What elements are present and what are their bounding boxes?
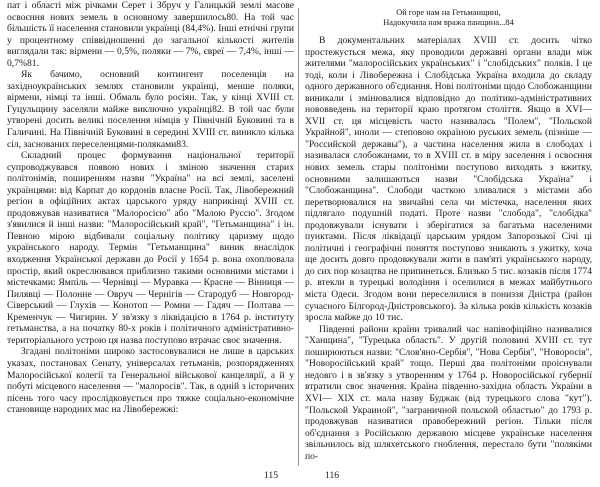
right-page-number: 116 bbox=[325, 470, 340, 482]
left-page-number: 115 bbox=[263, 470, 278, 482]
left-paragraph-1: пат і області між річками Серет і Збруч у Галицькій землі масове освоєння нових земель в основному завершилось80. На той час більшість її населення становили українці (84,4%). Інші етнічні групи у процентному співвідношенні до загальної кількості жителів виглядали так: вірмени — 0,5%, поляки — 7%, євреї — 7,4%, інші — 0,7%81. bbox=[7, 0, 294, 69]
right-page bbox=[305, 0, 592, 487]
left-paragraph-2: Як бачимо, основний контингент поселенців на західноукраїнських землях становили українці, менше поляки, вірмени, німці та інші. Обмаль було росіян. Так, у кінці XVIII ст. Гуцульщину заселяли майже виключно українці82. В той час були утворені досить великі поселення німців у Північній Буковині та в Галичині. На Північній Буковині в середині XVIII ст. виникло кілька сіл, заснованих переселенцями-поляками83. bbox=[7, 69, 294, 150]
epigraph-line-1: Ой горе нам на Гетьманщині, bbox=[396, 8, 501, 17]
left-page bbox=[7, 0, 294, 487]
epigraph bbox=[305, 8, 592, 28]
left-paragraph-3: Складний процес формування національної території супроводжувався появою нових і зміною значення старих політонімів, поширенням назви "Україна" на всі землі, заселені українцями: від Карпат до кордонів власне Росії. Так, Лівобережний регіон в офіційних актах царського уряду наприкінці XVIII ст. продовжував називатися "Малоросією" або "Малою Руссю". Згодом з'явилися й інші назви: "Малоросійський край", "Гетьманщина" і ін. Певною мірою відбивали соціальну політику царизму щодо українського народу. Термін "Гетьманщина" виник внаслідок входження Української держави до Росії у 1654 р. вона охоплювала простір, який окреслювався приблизно такими основними містами і містечками: Ямпіль — Чернівці — Муравка — Красне — Вінниця — Пилявці — Полонне — Овруч — Чернігів — Стародуб — Новгород-Сіверський — Глухів — Конотоп — Ромни — Гадяч — Полтава — Кременчук — Чигирин. У зв'язку з ліквідацією в 1764 р. інституту гетьманства, а на початку 80-х років і політичного адміністративно-територіального устрою ця назва поступово втрачає своє значення. bbox=[7, 150, 294, 346]
right-paragraph-1: В документальних матеріалах XVIII ст. досить чітко простежується межа, яку проводили державні органи влади між жителями "малоросійських українських" і "слобідських" полків. І це тоді, коли і Лівобережна і Слобідська Україна входила до складу одного державного об'єднання. Нові політоніми щодо Слобожанщини виникали і змінювалися відповідно до політико-адміністративних нововведень на території краю протягом століття. Якщо в XVI— XVII ст. ця місцевість часто називалась "Полем", "Польской Украйной", иноли — степовою окраїною руських земель (пізніше — "Российской державы"), а частина населення жила в слободах і називалася слобожанами, то в XVIII ст. в міру заселення і освоєння нових земель стары політоніми поступово виходять з вжитку, основними залишаються назви "Слобідська Україна" і "Слобожанщина". Слободи часткою зливалися з містами або перетворювалися на звичайні села чи містечка, населення яких підлягало подушній податі. Проте назви "слобода", "слобідка" продовжували існувати і зберігатися за багатьма населеними пунктами. Після ліквідації царським урядом Запорозької Січі ці політичні і географічні поняття поступово зникають з ужитку, хоча ще досить довго продовжували жити в пам'яті українського народу, до сих пор козацтва не припинеться. Близько 5 тис. козаків після 1774 р. втекли в турецькі володіння і оселилися в межах майбутнього міста Одеси. Згодом вони переселилися в пониззя Дністра (район сучасного Білгород-Дністровського). За кілька років кількість козаків зросла майже до 10 тис. bbox=[305, 35, 592, 324]
right-paragraph-2: Південні райони країни тривалий час напівофіційно називалися "Ханщина", "Турецька область". У другій половині XVIII ст. тут поширюються назви: "Слов'яно-Сербія", "Нова Сербія", "Новоросія", "Новоросійський край" тощо. Перші два політоніми проіснували недовго і в зв'язку з утворенням у 1764 р. Новоросійської губернії втратили своє значення. Країна південно-західна область України в XVI— XIX ст. мала назву Буджак (від турецького слова "кут"). "Польской Украиной", "заграничной польской областью" до 1793 р. продовжував називатися правобережний регіон. Тільки після об'єднання з Російською державою місцеве українське населення звільнилось від шляхетського гноблення, перестало бути "полякіми по- bbox=[305, 323, 592, 462]
epigraph-line-2: Надокучила нам вража панщина...84 bbox=[383, 18, 514, 27]
left-paragraph-4: Згадані політоніми широко застосовувалися не лише в царських указах, постановах Сенату, універсалах гетьманів, розпорядженнях Малоросійської колегії та Генеральної військової канцелярії, а й у побуті місцевого населення — "малоросів". Так, в одній з історичних пісень того часу прослідковується про тяжке соціально-економічне становище народних мас на Лівобережжі: bbox=[7, 346, 294, 416]
page-gutter bbox=[298, 8, 299, 466]
